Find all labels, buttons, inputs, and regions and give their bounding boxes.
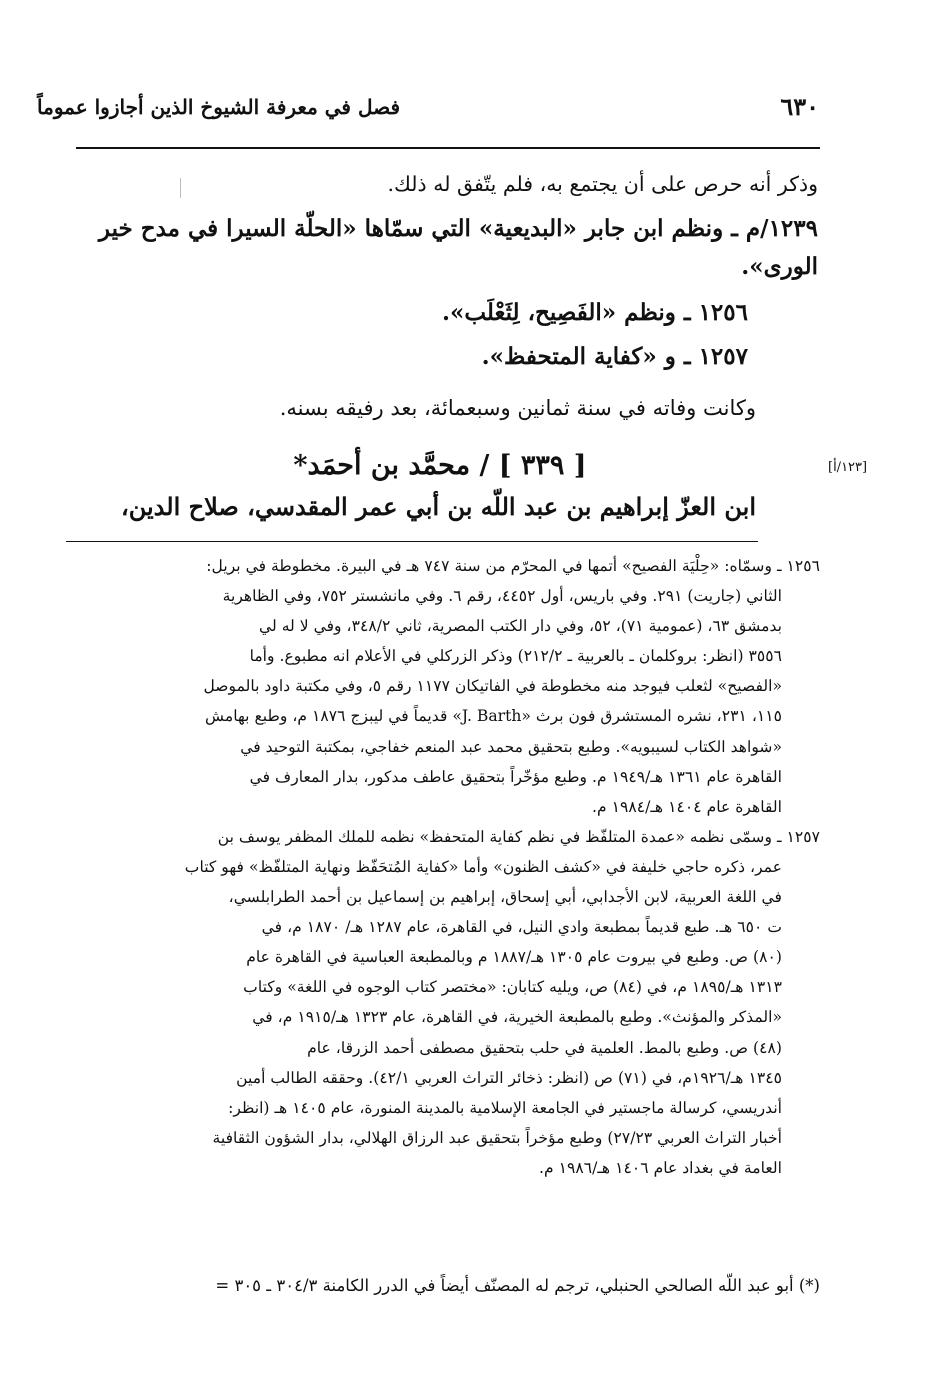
footnote-line: بدمشق ٦٣، (عمومية ٧١)، ٥٢، وفي دار الكتب المصرية، ثاني ٣٤٨/٢، وفي لا له لي [258,617,782,636]
footnote-line: أخبار التراث العربي ٢٧/٢٣) وطبع مؤخراً بتحقيق عبد الرزاق الهلالي، بدار الشؤون الثقافية [212,1128,782,1147]
footnote-line: القاهرة عام ١٣٦١ هـ/١٩٤٩ م. وطبع مؤخّراً بتحقيق عاطف مدكور، بدار المعارف في [249,767,782,786]
biography-heading: [ ٣٣٩ ] / محمَّد بن أحمَد* [293,450,587,481]
death-note: وكانت وفاته في سنة ثمانين وسبعمائة، بعد رفيقه بسنه. [279,396,756,420]
footnote-separator [66,541,758,542]
footnote-line: في اللغة العربية، لابن الأجدابي، أبي إسحاق، إبراهيم بن إسماعيل بن أحمد الطرابلسي، [228,888,782,907]
main-text [70,168,818,428]
footnote-line: ١١٥، ٢٣١، نشره المستشرق فون برث «J. Barth» قديماً في ليبزج ١٨٧٦ م، وطبع بهامش [204,707,782,726]
footnote-line: ١٢٥٧ ـ وسمّى نظمه «عمدة المتلفّظ في نظم كفاية المتحفظ» نظمه للملك المظفر يوسف بن [217,827,820,846]
footnote-line: أندريسي، كرسالة ماجستير في الجامعة الإسلامية بالمدينة المنورة، عام ١٤٠٥ هـ (انظر: [228,1098,782,1117]
header-rule [76,147,820,149]
footnote-line: ١٣١٣ هـ/١٨٩٥ م، في (٨٤) ص، ويليه كتابان: «مختصر كتاب الوجوه في اللغة» وكتاب [243,978,782,997]
entry-1239-cont: الورى». [741,253,818,280]
biography-source-note: (*) أبو عبد اللّه الصالحي الحنبلي، ترجم له المصنّف أيضاً في الدرر الكامنة ٣٠٤/٣ ـ ٣٠٥ = [215,1276,820,1295]
page-number: ٦٣٠ [780,92,819,121]
footnote-line: عمر، ذكره حاجي خليفة في «كشف الظنون» وأما «كفاية المُتحَفّظ ونهاية المتلفّظ» فهو كتاب [184,857,782,876]
footnote-line: «الفصيح» لثعلب فيوجد منه مخطوطة في الفاتيكان ١١٧٧ رقم ٥، وفي مكتبة داود بالموصل [203,677,782,696]
entry-1239: ١٢٣٩/م ـ ونظم ابن جابر «البديعية» التي سمّاها «الحلّة السيرا في مدح خير [98,215,818,242]
biography-name-line: ابن العزّ إبراهيم بن عبد اللّه بن أبي عمر المقدسي، صلاح الدين، [120,492,756,521]
text-line: وذكر أنه حرص على أن يجتمع به، فلم يتّفق له ذلك. [387,172,818,196]
manuscript-folio-ref: [١٢٣/أ] [828,460,868,475]
footnote-line: العامة في بغداد عام ١٤٠٦ هـ/١٩٨٦ م. [538,1158,782,1177]
footnote-line: ١٢٥٦ ـ وسمّاه: «حِلْيَة الفصيح» أتمها في المحرّم من سنة ٧٤٧ هـ في البيرة. مخطوطة في بريل: [206,557,820,575]
entry-1257: ١٢٥٧ ـ و «كفاية المتحفظ». [481,343,748,370]
footnote-line: القاهرة عام ١٤٠٤ هـ/١٩٨٤ م. [592,797,782,816]
footnote-line: «شواهد الكتاب لسيبويه». وطبع بتحقيق محمد عبد المنعم خفاجي، بمكتبة التوحيد في [240,737,782,756]
footnote-line: الثاني (جاريت) ٢٩١. وفي باريس، أول ٤٤٥٢، رقم ٦. وفي مانشستر ٧٥٢، وفي الظاهرية [222,587,782,606]
running-title: فصل في معرفة الشيوخ الذين أجازوا عموماً [37,95,400,119]
footnote-line: «المذكر والمؤنث». وطبع بالمطبعة الخيرية، في القاهرة، عام ١٣٢٣ هـ/١٩١٥ م، في [252,1008,782,1027]
footnote-line: ٣٥٥٦ (انظر: بروكلمان ـ بالعربية ـ ٢١٢/٢) وذكر الزركلي في الأعلام انه مطبوع. وأما [249,647,782,666]
footnote-line: (٨٠) ص. وطبع في بيروت عام ١٣٠٥ هـ/١٨٨٧ م وبالمطبعة العباسية في القاهرة عام [246,948,782,967]
entry-1256: ١٢٥٦ ـ ونظم «الفَصِيح، لِثَعْلَب». [441,299,748,326]
footnotes [68,551,820,1183]
footnote-line: ت ٦٥٠ هـ. طبع قديماً بمطبعة وادي النيل، في القاهرة، عام ١٢٨٧ هـ/ ١٨٧٠ م، في [261,918,782,937]
footnote-line: ١٣٤٥ هـ/١٩٢٦م، في (٧١) ص (انظر: ذخائر التراث العربي ٤٢/١). وحققه الطالب أمين [236,1068,782,1087]
footnote-line: (٤٨) ص. وطبع بالمط. العلمية في حلب بتحقيق مصطفى أحمد الزرقا، عام [307,1038,782,1057]
